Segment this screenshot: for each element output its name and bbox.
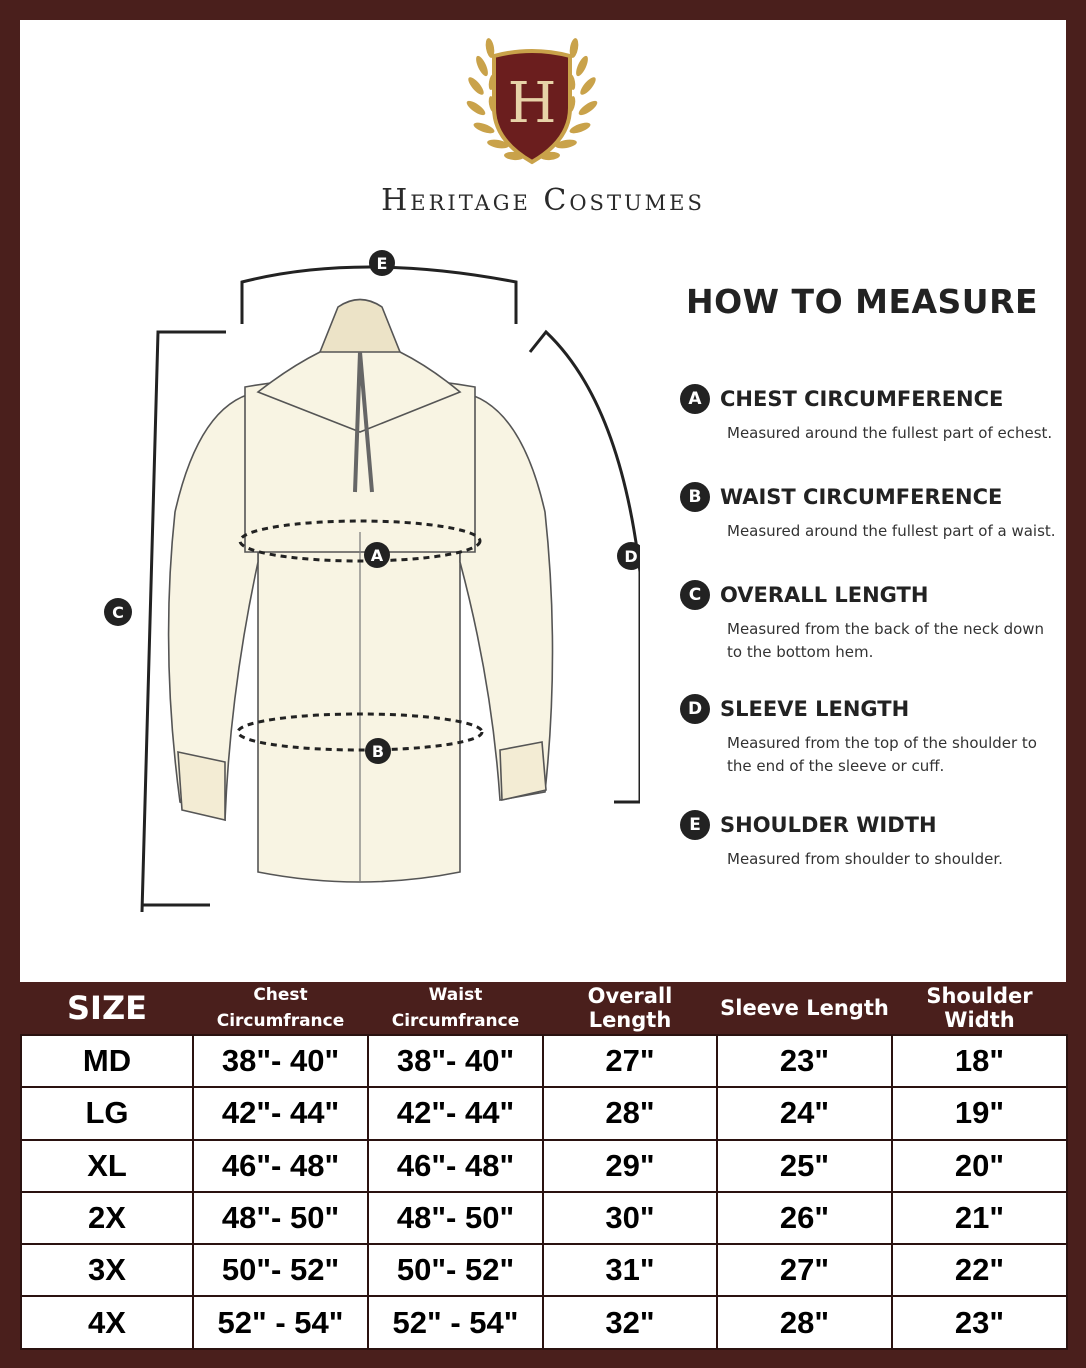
sleeve-cell: 23" [717, 1035, 892, 1087]
sleeve-cell: 28" [717, 1296, 892, 1348]
measure-item-sleeve [680, 694, 1060, 778]
measure-desc: Measured around the fullest part of echest. [727, 424, 1053, 442]
table-row [21, 1296, 1067, 1348]
label-b-icon [365, 738, 391, 764]
length-cell: 32" [543, 1296, 717, 1348]
table-row [21, 1140, 1067, 1192]
svg-text:A: A [370, 546, 384, 565]
waist-cell: 52" - 54" [368, 1296, 543, 1348]
svg-text:C: C [112, 603, 124, 622]
chest-cell: 50"- 52" [193, 1244, 368, 1296]
shirt-illustration [169, 300, 553, 883]
size-chart-table [20, 982, 1068, 1350]
header-sleeve-length: Sleeve Length [717, 982, 892, 1035]
measure-desc: Measured from the back of the neck down to the bottom hem. [727, 620, 1045, 661]
label-d-icon [617, 542, 640, 570]
measure-title: SHOULDER WIDTH [720, 813, 937, 837]
table-row [21, 1035, 1067, 1087]
size-cell: 3X [21, 1244, 193, 1296]
measure-item-chest [680, 384, 1060, 445]
svg-text:B: B [371, 742, 385, 761]
shoulder-cell: 19" [892, 1087, 1067, 1139]
size-cell: LG [21, 1087, 193, 1139]
chest-cell: 52" - 54" [193, 1296, 368, 1348]
info-panel [20, 20, 1066, 982]
measure-desc: Measured around the fullest part of a waist. [727, 522, 1056, 540]
measure-title: WAIST CIRCUMFERENCE [720, 485, 1003, 509]
shoulder-cell: 22" [892, 1244, 1067, 1296]
svg-text:D: D [624, 547, 638, 566]
badge-d-icon: D [680, 694, 710, 724]
table-header-row [21, 982, 1067, 1035]
shoulder-cell: 23" [892, 1296, 1067, 1348]
label-a-icon [364, 542, 390, 568]
length-cell: 31" [543, 1244, 717, 1296]
shoulder-cell: 18" [892, 1035, 1067, 1087]
header-size: SIZE [21, 982, 193, 1035]
badge-a-icon: A [680, 384, 710, 414]
measure-desc: Measured from the top of the shoulder to the end of the sleeve or cuff. [727, 734, 1037, 775]
size-cell: 4X [21, 1296, 193, 1348]
sleeve-cell: 26" [717, 1192, 892, 1244]
shoulder-cell: 21" [892, 1192, 1067, 1244]
sleeve-cell: 27" [717, 1244, 892, 1296]
badge-b-icon: B [680, 482, 710, 512]
measure-item-shoulder [680, 810, 1060, 871]
measure-desc: Measured from shoulder to shoulder. [727, 850, 1003, 868]
header-overall-length: Overall Length [543, 982, 717, 1035]
waist-cell: 42"- 44" [368, 1087, 543, 1139]
measure-title: CHEST CIRCUMFERENCE [720, 387, 1004, 411]
header-waist: Waist Circumfrance [368, 982, 543, 1035]
waist-cell: 38"- 40" [368, 1035, 543, 1087]
header-chest: Chest Circumfrance [193, 982, 368, 1035]
measure-title: OVERALL LENGTH [720, 583, 929, 607]
length-cell: 27" [543, 1035, 717, 1087]
chest-cell: 38"- 40" [193, 1035, 368, 1087]
brand-name: Heritage Costumes [381, 183, 705, 218]
sleeve-cell: 25" [717, 1140, 892, 1192]
length-cell: 30" [543, 1192, 717, 1244]
measure-item-waist [680, 482, 1060, 543]
waist-cell: 50"- 52" [368, 1244, 543, 1296]
waist-cell: 46"- 48" [368, 1140, 543, 1192]
table-row [21, 1244, 1067, 1296]
heritage-logo [452, 28, 612, 188]
header-shoulder-width: Shoulder Width [892, 982, 1067, 1035]
table-row [21, 1087, 1067, 1139]
size-cell: 2X [21, 1192, 193, 1244]
measure-item-length [680, 580, 1060, 664]
shirt-diagram [80, 232, 640, 912]
badge-c-icon: C [680, 580, 710, 610]
shoulder-cell: 20" [892, 1140, 1067, 1192]
svg-text:E: E [376, 254, 388, 273]
chest-cell: 42"- 44" [193, 1087, 368, 1139]
length-cell: 29" [543, 1140, 717, 1192]
table-row [21, 1192, 1067, 1244]
length-cell: 28" [543, 1087, 717, 1139]
chest-cell: 46"- 48" [193, 1140, 368, 1192]
measure-title: SLEEVE LENGTH [720, 697, 910, 721]
waist-cell: 48"- 50" [368, 1192, 543, 1244]
sleeve-cell: 24" [717, 1087, 892, 1139]
how-to-measure-title: HOW TO MEASURE [686, 282, 1039, 321]
size-cell: XL [21, 1140, 193, 1192]
badge-e-icon: E [680, 810, 710, 840]
size-cell: MD [21, 1035, 193, 1087]
label-c-icon [104, 598, 132, 626]
monogram-letter: H [507, 71, 557, 136]
chest-cell: 48"- 50" [193, 1192, 368, 1244]
label-e-icon [369, 250, 395, 276]
